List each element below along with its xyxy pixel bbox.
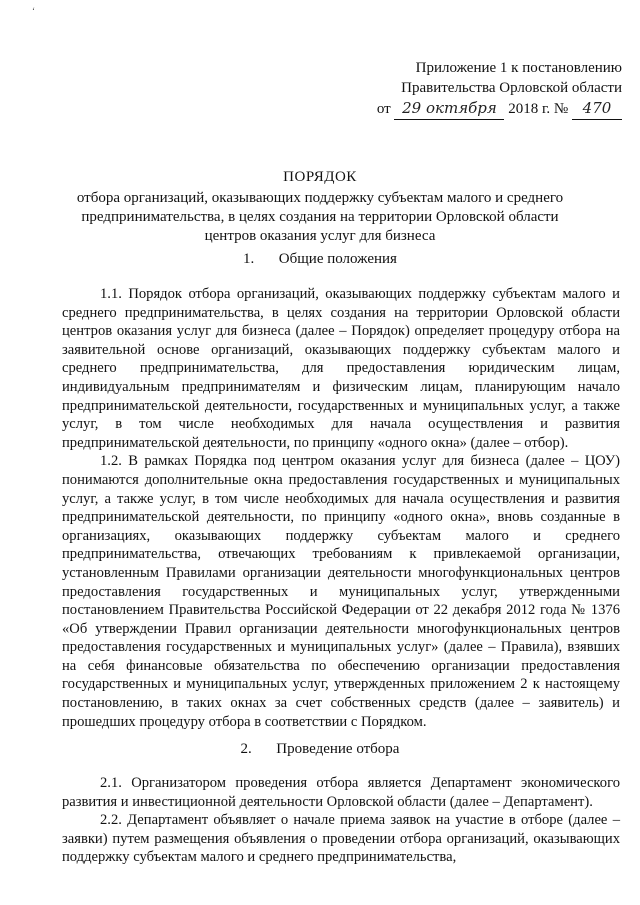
scan-mark: ʻ: [32, 6, 35, 16]
section-2-number: 2.: [240, 741, 252, 757]
title-main: ПОРЯДОК: [283, 169, 357, 185]
handwritten-number: 470: [572, 98, 622, 120]
section-1-heading: [0, 250, 640, 269]
paragraph-2-1: 2.1. Организатором проведения отбора является Департамент экономического развития и инвестиционной деятельности Орловской области (далее – Департамент).: [62, 775, 620, 810]
section-2-heading: [0, 740, 640, 759]
approval-block: [372, 58, 622, 120]
approval-line-2: Правительства Орловской области: [401, 80, 622, 96]
section-2-title: Проведение отбора: [276, 741, 400, 757]
year-text: 2018 г. №: [508, 101, 569, 117]
section-1-number: 1.: [243, 251, 255, 267]
document-title: [70, 168, 570, 246]
date-prefix: от: [376, 101, 391, 117]
approval-line-1: Приложение 1 к постановлению: [415, 60, 622, 76]
approval-date-line: [372, 98, 622, 120]
section-1-title: Общие положения: [278, 251, 397, 267]
section-2-body: [62, 774, 620, 867]
title-subtitle: отбора организаций, оказывающих поддержку субъектам малого и среднего предпринимательства, в целях создания на территории Орловской области центров оказания услуг для бизнеса: [76, 190, 564, 244]
paragraph-1-2: 1.2. В рамках Порядка под центром оказания услуг для бизнеса (далее – ЦОУ) понимаются дополнительные окна предоставления государственных и муниципальных услуг, а также услуг, в том числе необходимых для начала осуществления и развития предпринимательской деятельности, по принципу «одного окна», вновь созданные в организациях, оказывающих поддержку субъектам малого и среднего предпринимательства, отвечающих требованиям к привлекаемой организации, установленным Правилами организации деятельности многофункциональных центров предоставления государственных и муниципальных услуг, утвержденными постановлением Правительства Российской Федерации от 22 декабря 2012 года № 1376 «Об утверждении Правил организации деятельности многофункциональных центров предоставления государственных и муниципальных услуг» (далее – Правила), взявших на себя финансовые обязательства по обеспечению организации предоставления государственных и муниципальных услуг, утвержденных приложением 2 к настоящему постановлению, в таких окнах за счет собственных средств (далее – заявитель) и прошедших процедуру отбора в соответствии с Порядком.: [62, 453, 620, 730]
section-1-body: [62, 285, 620, 731]
handwritten-date: 29 октября: [394, 98, 504, 120]
paragraph-1-1: 1.1. Порядок отбора организаций, оказывающих поддержку субъектам малого и среднего предпринимательства, в целях создания на территории Орловской области центров оказания услуг для бизнеса (далее – Порядок) определяет процедуру отбора на заявительной основе организаций, оказывающих поддержку субъектам малого и среднего предпринимательства, для предоставления юридическим лицам, индивидуальным предпринимателям и физическим лицам, планирующим начало предпринимательской деятельности, государственных и муниципальных услуг, а также услуг, в том числе необходимых для начала осуществления и развития предпринимательской деятельности, по принципу «одного окна» (далее – отбор).: [62, 286, 620, 451]
paragraph-2-2: 2.2. Департамент объявляет о начале приема заявок на участие в отборе (далее – заявки) путем размещения объявления о проведении отбора организаций, оказывающих поддержку субъектам малого и среднего предпринимательства,: [62, 812, 620, 866]
